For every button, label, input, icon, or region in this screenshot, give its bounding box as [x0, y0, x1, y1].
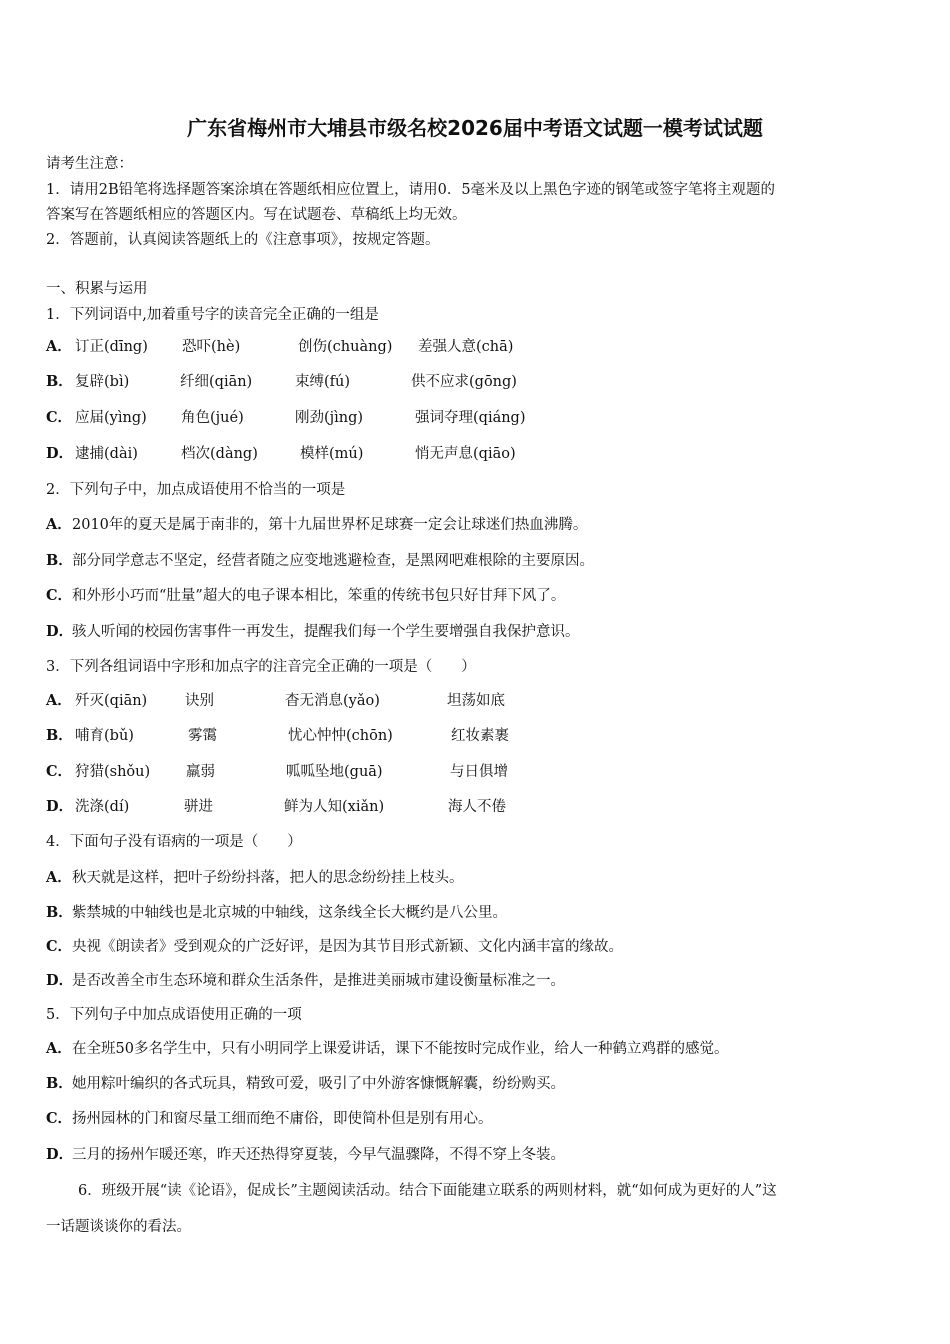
option-label: A．	[46, 516, 72, 533]
option-text: 和外形小巧而“肚量”超大的电子课本相比，笨重的传统书包只好甘拜下风了。	[72, 588, 566, 604]
option-text: 部分同学意志不坚定，经营者随之应变地逃避检查，是黑网吧难根除的主要原因。	[72, 553, 594, 569]
q1-c-item: 角色(jué)	[181, 410, 244, 426]
option-text: 是否改善全市生态环境和群众生活条件，是推进美丽城市建设衡量标准之一。	[72, 973, 565, 989]
q5-option-c	[46, 1107, 493, 1128]
option-label: C．	[46, 1110, 73, 1127]
notice-item-1-line-1: 1．请用2B铅笔将选择题答案涂填在答题纸相应位置上，请用0．5毫米及以上黑色字迹的钢笔或签字笔将主观题的	[46, 182, 776, 198]
option-label: A．	[46, 338, 72, 355]
q1-a-item: 创伤(chuàng)	[298, 339, 393, 355]
option-text: 扬州园林的门和窗尽量工细而绝不庸俗，即使简朴但是别有用心。	[72, 1111, 493, 1127]
question-6-line-1: 6．班级开展“读《论语》，促成长”主题阅读活动。结合下面能建立联系的两则材料，就“如何成为更好的人”这	[78, 1183, 777, 1199]
q3-a-item: 杳无消息(yǎo)	[285, 693, 380, 709]
option-text: 2010年的夏天是属于南非的，第十九届世界杯足球赛一定会让球迷们热血沸腾。	[72, 517, 588, 533]
option-label: C．	[46, 763, 73, 780]
q1-option-b	[46, 370, 72, 391]
question-3-stem: 3．下列各组词语中字形和加点字的注音完全正确的一项是（ ）	[46, 659, 476, 675]
q4-option-d	[46, 969, 565, 990]
q3-d-item: 鲜为人知(xiǎn)	[284, 799, 385, 815]
q1-d-item: 逮捕(dài)	[75, 446, 138, 462]
q4-option-b	[46, 901, 507, 922]
q3-b-item: 红妆素裹	[451, 728, 509, 744]
q1-option-a	[46, 335, 72, 356]
notice-heading: 请考生注意：	[46, 156, 133, 172]
q4-option-a	[46, 866, 464, 887]
q1-option-d	[46, 442, 72, 463]
q3-a-item: 诀别	[185, 693, 214, 709]
q5-option-d	[46, 1143, 565, 1164]
question-1-stem: 1．下列词语中,加着重号字的读音完全正确的一组是	[46, 307, 379, 323]
q1-d-item: 模样(mú)	[300, 446, 364, 462]
q3-c-item: 羸弱	[186, 764, 215, 780]
q3-option-a	[46, 689, 72, 710]
q1-a-item: 恐吓(hè)	[182, 339, 241, 355]
notice-item-1-line-2: 答案写在答题纸相应的答题区内。写在试题卷、草稿纸上均无效。	[46, 207, 467, 223]
q1-b-item: 束缚(fú)	[295, 374, 351, 390]
option-label: B．	[46, 727, 73, 744]
option-label: D．	[46, 972, 74, 989]
q1-b-item: 纤细(qiān)	[180, 374, 253, 390]
question-4-stem: 4．下面句子没有语病的一项是（ ）	[46, 834, 302, 850]
option-label: A．	[46, 869, 72, 886]
q3-c-item: 狩猎(shǒu)	[75, 764, 151, 780]
q1-a-item: 订正(dīng)	[75, 339, 148, 355]
q1-c-item: 强词夺理(qiáng)	[415, 410, 526, 426]
page-title: 广东省梅州市大埔县市级名校2026届中考语文试题一模考试试题	[187, 116, 763, 140]
option-text: 骇人听闻的校园伤害事件一再发生，提醒我们每一个学生要增强自我保护意识。	[72, 624, 580, 640]
option-label: D．	[46, 445, 74, 462]
q3-c-item: 与日俱增	[450, 764, 508, 780]
q3-b-item: 忧心忡忡(chōn)	[288, 728, 393, 744]
option-label: A．	[46, 1040, 72, 1057]
option-label: D．	[46, 798, 74, 815]
q1-b-item: 复辟(bì)	[75, 374, 130, 390]
option-text: 在全班50多名学生中，只有小明同学上课爱讲话，课下不能按时完成作业，给人一种鹤立鸡群的感觉。	[72, 1041, 729, 1057]
q3-a-item: 歼灭(qiān)	[75, 693, 148, 709]
option-text: 三月的扬州乍暖还寒，昨天还热得穿夏装，今早气温骤降，不得不穿上冬装。	[72, 1147, 565, 1163]
q3-option-c	[46, 760, 72, 781]
option-label: C．	[46, 409, 73, 426]
q5-option-b	[46, 1072, 565, 1093]
q1-c-item: 应届(yìng)	[75, 410, 147, 426]
option-label: C．	[46, 587, 73, 604]
q2-option-b	[46, 549, 594, 570]
q2-option-d	[46, 620, 580, 641]
q3-d-item: 骈进	[184, 799, 213, 815]
q3-d-item: 海人不倦	[448, 799, 506, 815]
q3-a-item: 坦荡如底	[447, 693, 505, 709]
q2-option-c	[46, 584, 565, 605]
q1-d-item: 悄无声息(qiāo)	[415, 446, 516, 462]
q4-option-c	[46, 935, 623, 956]
option-label: A．	[46, 692, 72, 709]
section-heading: 一、积累与运用	[46, 281, 148, 297]
q3-option-b	[46, 724, 72, 745]
q3-option-d	[46, 795, 72, 816]
option-text: 央视《朗读者》受到观众的广泛好评，是因为其节目形式新颖、文化内涵丰富的缘故。	[72, 939, 623, 955]
option-label: B．	[46, 552, 73, 569]
q2-option-a	[46, 513, 587, 534]
q1-c-item: 刚劲(jìng)	[295, 410, 364, 426]
option-text: 秋天就是这样，把叶子纷纷抖落，把人的思念纷纷挂上枝头。	[72, 870, 464, 886]
option-label: B．	[46, 904, 73, 921]
q1-a-item: 差强人意(chā)	[418, 339, 514, 355]
question-2-stem: 2．下列句子中，加点成语使用不恰当的一项是	[46, 482, 346, 498]
notice-item-2: 2．答题前，认真阅读答题纸上的《注意事项》，按规定答题。	[46, 232, 440, 248]
q1-option-c	[46, 406, 72, 427]
option-text: 她用粽叶编织的各式玩具，精致可爱，吸引了中外游客慷慨解囊，纷纷购买。	[72, 1076, 565, 1092]
option-label: B．	[46, 1075, 73, 1092]
question-5-stem: 5．下列句子中加点成语使用正确的一项	[46, 1007, 302, 1023]
q1-d-item: 档次(dàng)	[181, 446, 258, 462]
q3-d-item: 洗涤(dí)	[75, 799, 130, 815]
option-text: 紫禁城的中轴线也是北京城的中轴线，这条线全长大概约是八公里。	[72, 905, 507, 921]
q3-b-item: 哺育(bǔ)	[75, 728, 134, 744]
q5-option-a	[46, 1037, 728, 1058]
q1-b-item: 供不应求(gōng)	[411, 374, 517, 390]
option-label: B．	[46, 373, 73, 390]
option-label: C．	[46, 938, 73, 955]
question-6-line-2: 一话题谈谈你的看法。	[46, 1219, 191, 1235]
q3-c-item: 呱呱坠地(guā)	[286, 764, 383, 780]
q3-b-item: 雾霭	[188, 728, 217, 744]
option-label: D．	[46, 1146, 74, 1163]
option-label: D．	[46, 623, 74, 640]
